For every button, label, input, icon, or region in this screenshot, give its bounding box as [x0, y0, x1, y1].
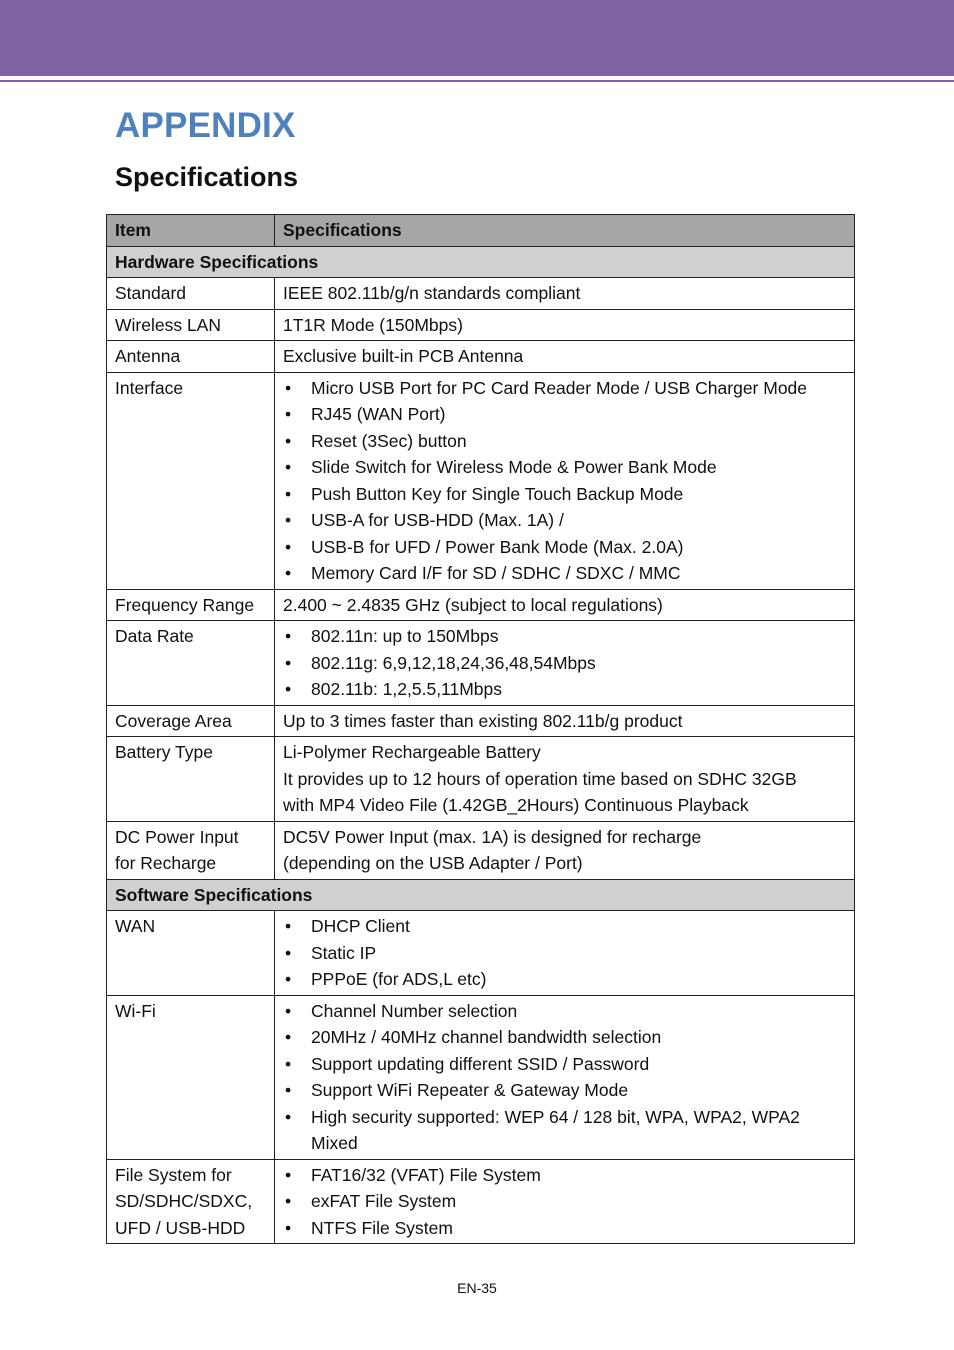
item-line: UFD / USB-HDD [115, 1217, 246, 1238]
row-spec [275, 821, 855, 879]
spec-line: DC5V Power Input (max. 1A) is designed for recharge [283, 826, 702, 847]
table-row-battery-type [107, 737, 855, 822]
row-item: Wireless LAN [107, 309, 275, 341]
table-header-row [107, 215, 855, 247]
list-item: • 802.11b: 1,2,5.5,11Mbps [283, 676, 846, 703]
list-item: • Push Button Key for Single Touch Backup Mode [283, 481, 846, 508]
row-item: Standard [107, 278, 275, 310]
page-number: EN-35 [457, 1280, 497, 1296]
bullet-list [283, 1162, 846, 1242]
row-item [107, 821, 275, 879]
specifications-table [106, 214, 855, 1244]
bullet-list [283, 375, 846, 587]
spec-line: with MP4 Video File (1.42GB_2Hours) Continuous Playback [283, 795, 749, 815]
list-item: • USB-A for USB-HDD (Max. 1A) / [283, 507, 846, 534]
header-divider [0, 80, 954, 82]
list-item: • FAT16/32 (VFAT) File System [283, 1162, 846, 1189]
list-item: • 802.11n: up to 150Mbps [283, 623, 846, 650]
row-spec: IEEE 802.11b/g/n standards compliant [275, 278, 855, 310]
table-row-standard [107, 278, 855, 310]
row-spec: Exclusive built-in PCB Antenna [275, 341, 855, 373]
list-item: • High security supported: WEP 64 / 128 bit, WPA, WPA2, WPA2 Mixed [283, 1104, 846, 1157]
table-row-wifi [107, 995, 855, 1159]
spec-line: It provides up to 12 hours of operation time based on SDHC 32GB [283, 768, 797, 789]
row-spec: Up to 3 times faster than existing 802.11b/g product [275, 705, 855, 737]
row-item [107, 1159, 275, 1244]
table-row-wan [107, 911, 855, 996]
list-item: • Reset (3Sec) button [283, 428, 846, 455]
bullet-list [283, 913, 846, 993]
spec-line: (depending on the USB Adapter / Port) [283, 853, 583, 873]
list-item: • PPPoE (for ADS,L etc) [283, 966, 846, 993]
section-label-software: Software Specifications [107, 879, 855, 911]
list-item: • Memory Card I/F for SD / SDHC / SDXC / MMC [283, 560, 846, 587]
row-item: Antenna [107, 341, 275, 373]
row-spec [275, 911, 855, 996]
bullet-list [283, 998, 846, 1157]
list-item: • Channel Number selection [283, 998, 846, 1025]
bullet-list [283, 623, 846, 703]
column-header-item: Item [107, 215, 275, 247]
item-line: SD/SDHC/SDXC, [115, 1191, 253, 1211]
page-title: APPENDIX [115, 106, 296, 145]
item-line: File System for [115, 1164, 232, 1185]
table-row-coverage-area [107, 705, 855, 737]
row-spec [275, 621, 855, 706]
row-spec [275, 1159, 855, 1244]
list-item: • RJ45 (WAN Port) [283, 401, 846, 428]
list-item: • NTFS File System [283, 1215, 846, 1242]
row-spec [275, 372, 855, 589]
header-band [0, 0, 954, 76]
row-item: Frequency Range [107, 589, 275, 621]
list-item: • Micro USB Port for PC Card Reader Mode / USB Charger Mode [283, 375, 846, 402]
item-line: for Recharge [115, 853, 217, 873]
table-row-wireless-lan [107, 309, 855, 341]
row-spec [275, 737, 855, 822]
row-item: WAN [107, 911, 275, 996]
section-row-software [107, 879, 855, 911]
row-spec: 1T1R Mode (150Mbps) [275, 309, 855, 341]
row-item: Battery Type [107, 737, 275, 822]
row-item: Coverage Area [107, 705, 275, 737]
section-row-hardware [107, 246, 855, 278]
table-row-data-rate [107, 621, 855, 706]
table-row-interface [107, 372, 855, 589]
list-item: • 20MHz / 40MHz channel bandwidth selection [283, 1024, 846, 1051]
table-row-antenna [107, 341, 855, 373]
section-title: Specifications [115, 162, 299, 192]
list-item: • exFAT File System [283, 1188, 846, 1215]
list-item: • Slide Switch for Wireless Mode & Power Bank Mode [283, 454, 846, 481]
row-spec: 2.400 ~ 2.4835 GHz (subject to local regulations) [275, 589, 855, 621]
table-row-dc-power-input [107, 821, 855, 879]
list-item: • Support WiFi Repeater & Gateway Mode [283, 1077, 846, 1104]
table-row-frequency-range [107, 589, 855, 621]
list-item: • Support updating different SSID / Password [283, 1051, 846, 1078]
row-spec [275, 995, 855, 1159]
list-item: • Static IP [283, 940, 846, 967]
table-row-file-system [107, 1159, 855, 1244]
row-item: Wi-Fi [107, 995, 275, 1159]
list-item: • DHCP Client [283, 913, 846, 940]
section-label-hardware: Hardware Specifications [107, 246, 855, 278]
column-header-specifications: Specifications [275, 215, 855, 247]
list-item: • 802.11g: 6,9,12,18,24,36,48,54Mbps [283, 650, 846, 677]
row-item: Interface [107, 372, 275, 589]
spec-line: Li-Polymer Rechargeable Battery [283, 742, 541, 762]
item-line: DC Power Input [115, 826, 239, 847]
list-item: • USB-B for UFD / Power Bank Mode (Max. 2.0A) [283, 534, 846, 561]
row-item: Data Rate [107, 621, 275, 706]
